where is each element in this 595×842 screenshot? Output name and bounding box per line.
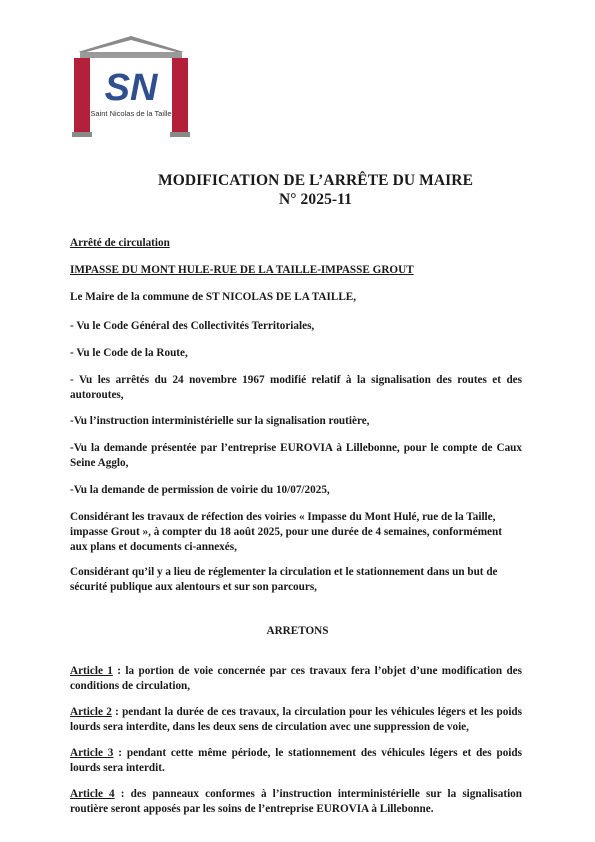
- document-title: MODIFICATION DE L’ARRÊTE DU MAIRE: [157, 172, 474, 189]
- considerant-paragraph: Considérant les travaux de réfection des voiries « Impasse du Mont Hulé, rue de la Taille, impasse Grout », à compter du 18 août 2025, pour une durée de 4 semaines, conformément aux plans et documents ci-annexés,: [70, 511, 502, 553]
- logo-emblem: [72, 34, 190, 138]
- logo-left-pillar: [74, 58, 90, 134]
- logo-right-base: [170, 132, 190, 137]
- considerant-paragraph: Considérant qu’il y a lieu de réglementer la circulation et le stationnement dans un but de sécurité publique aux alentours et sur son parcours,: [70, 566, 498, 593]
- visa-item: - Vu les arrêtés du 24 novembre 1967 modifié relatif à la signalisation des routes et des autoroutes,: [70, 374, 522, 401]
- article-text: : pendant la durée de ces travaux, la circulation pour les véhicules légers et les poids lourds sera interdite, dans les deux sens de circulation avec une suppression de voie,: [70, 706, 522, 733]
- visa-item: -Vu la demande présentée par l’entreprise EUROVIA à Lillebonne, pour le compte de Caux Seine Agglo,: [70, 442, 522, 469]
- decree-type: Arrêté de circulation: [70, 237, 170, 249]
- logo-letters: SN: [104, 67, 158, 109]
- article-2: [70, 705, 522, 735]
- visa-item: -Vu l’instruction interministérielle sur la signalisation routière,: [70, 415, 370, 427]
- decree-number: N° 2025-11: [278, 191, 353, 208]
- article-label: Article 1: [70, 665, 113, 677]
- article-1: [70, 664, 522, 694]
- logo-lintel: [80, 52, 182, 58]
- intro-paragraph: Le Maire de la commune de ST NICOLAS DE LA TAILLE,: [70, 291, 357, 303]
- article-4: [70, 787, 522, 817]
- logo-right-pillar: [172, 58, 188, 134]
- article-label: Article 3: [70, 747, 114, 759]
- decision-heading: ARRETONS: [266, 625, 329, 637]
- article-text: : des panneaux conformes à l’instruction interministérielle sur la signalisation routière seront apposés par les soins de l’entreprise EUROVIA à Lillebonne.: [70, 788, 523, 815]
- visa-item: - Vu le Code de la Route,: [70, 347, 188, 359]
- logo-caption: Saint Nicolas de la Taille: [90, 109, 172, 118]
- visa-item: - Vu le Code Général des Collectivités Territoriales,: [70, 320, 315, 332]
- article-text: : la portion de voie concernée par ces travaux fera l’objet d’une modification des conditions de circulation,: [70, 665, 523, 692]
- logo-roof: [78, 36, 184, 52]
- visa-item: -Vu la demande de permission de voirie du 10/07/2025,: [70, 484, 330, 496]
- article-3: [70, 746, 522, 776]
- logo-left-base: [72, 132, 92, 137]
- article-text: : pendant cette même période, le stationnement des véhicules légers et des poids lourds sera interdit.: [70, 747, 522, 774]
- decree-location: IMPASSE DU MONT HULE-RUE DE LA TAILLE-IMPASSE GROUT: [70, 264, 414, 276]
- article-label: Article 2: [70, 706, 112, 718]
- article-label: Article 4: [70, 788, 115, 800]
- municipality-logo: [72, 34, 190, 138]
